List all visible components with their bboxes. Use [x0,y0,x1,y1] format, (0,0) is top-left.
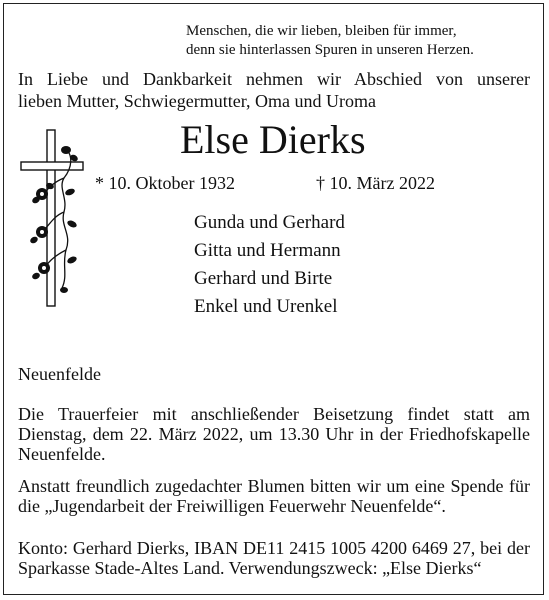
death-date: † 10. März 2022 [316,173,435,193]
funeral-paragraph: Die Trauerfeier mit anschließender Beisetzung findet statt am Dienstag, dem 22. März 2022, um 13.30 Uhr in der Friedhofskapelle Neuenfelde. [18,404,530,464]
deceased-name: Else Dierks [180,117,366,162]
mourner-entry: Gunda und Gerhard [194,212,345,233]
motto-quote [186,22,474,60]
place-name: Neuenfelde [18,364,101,384]
motto-line-2: denn sie hinterlassen Spuren in unseren Herzen. [186,42,474,58]
intro-line-2: lieben Mutter, Schwiegermutter, Oma und Uroma [18,91,376,111]
intro-text [18,68,530,112]
cross-with-roses-icon [18,128,90,308]
birth-date: * 10. Oktober 1932 [95,173,235,193]
mourner-entry: Gitta und Hermann [194,240,341,261]
mourners-list [194,209,345,321]
motto-line-1: Menschen, die wir lieben, bleiben für immer, [186,23,457,39]
intro-line-1: In Liebe und Dankbarkeit nehmen wir Abschied von unserer [18,69,530,89]
donation-paragraph: Anstatt freundlich zugedachter Blumen bitten wir um eine Spende für die „Jugendarbeit der Freiwilligen Feuerwehr Neuenfelde“. [18,476,530,516]
mourner-entry: Gerhard und Birte [194,268,333,289]
mourner-entry: Enkel und Urenkel [194,296,338,317]
account-paragraph: Konto: Gerhard Dierks, IBAN DE11 2415 1005 4200 6469 27, bei der Sparkasse Stade-Altes Land. Verwendungszweck: „Else Dierks“ [18,538,530,578]
